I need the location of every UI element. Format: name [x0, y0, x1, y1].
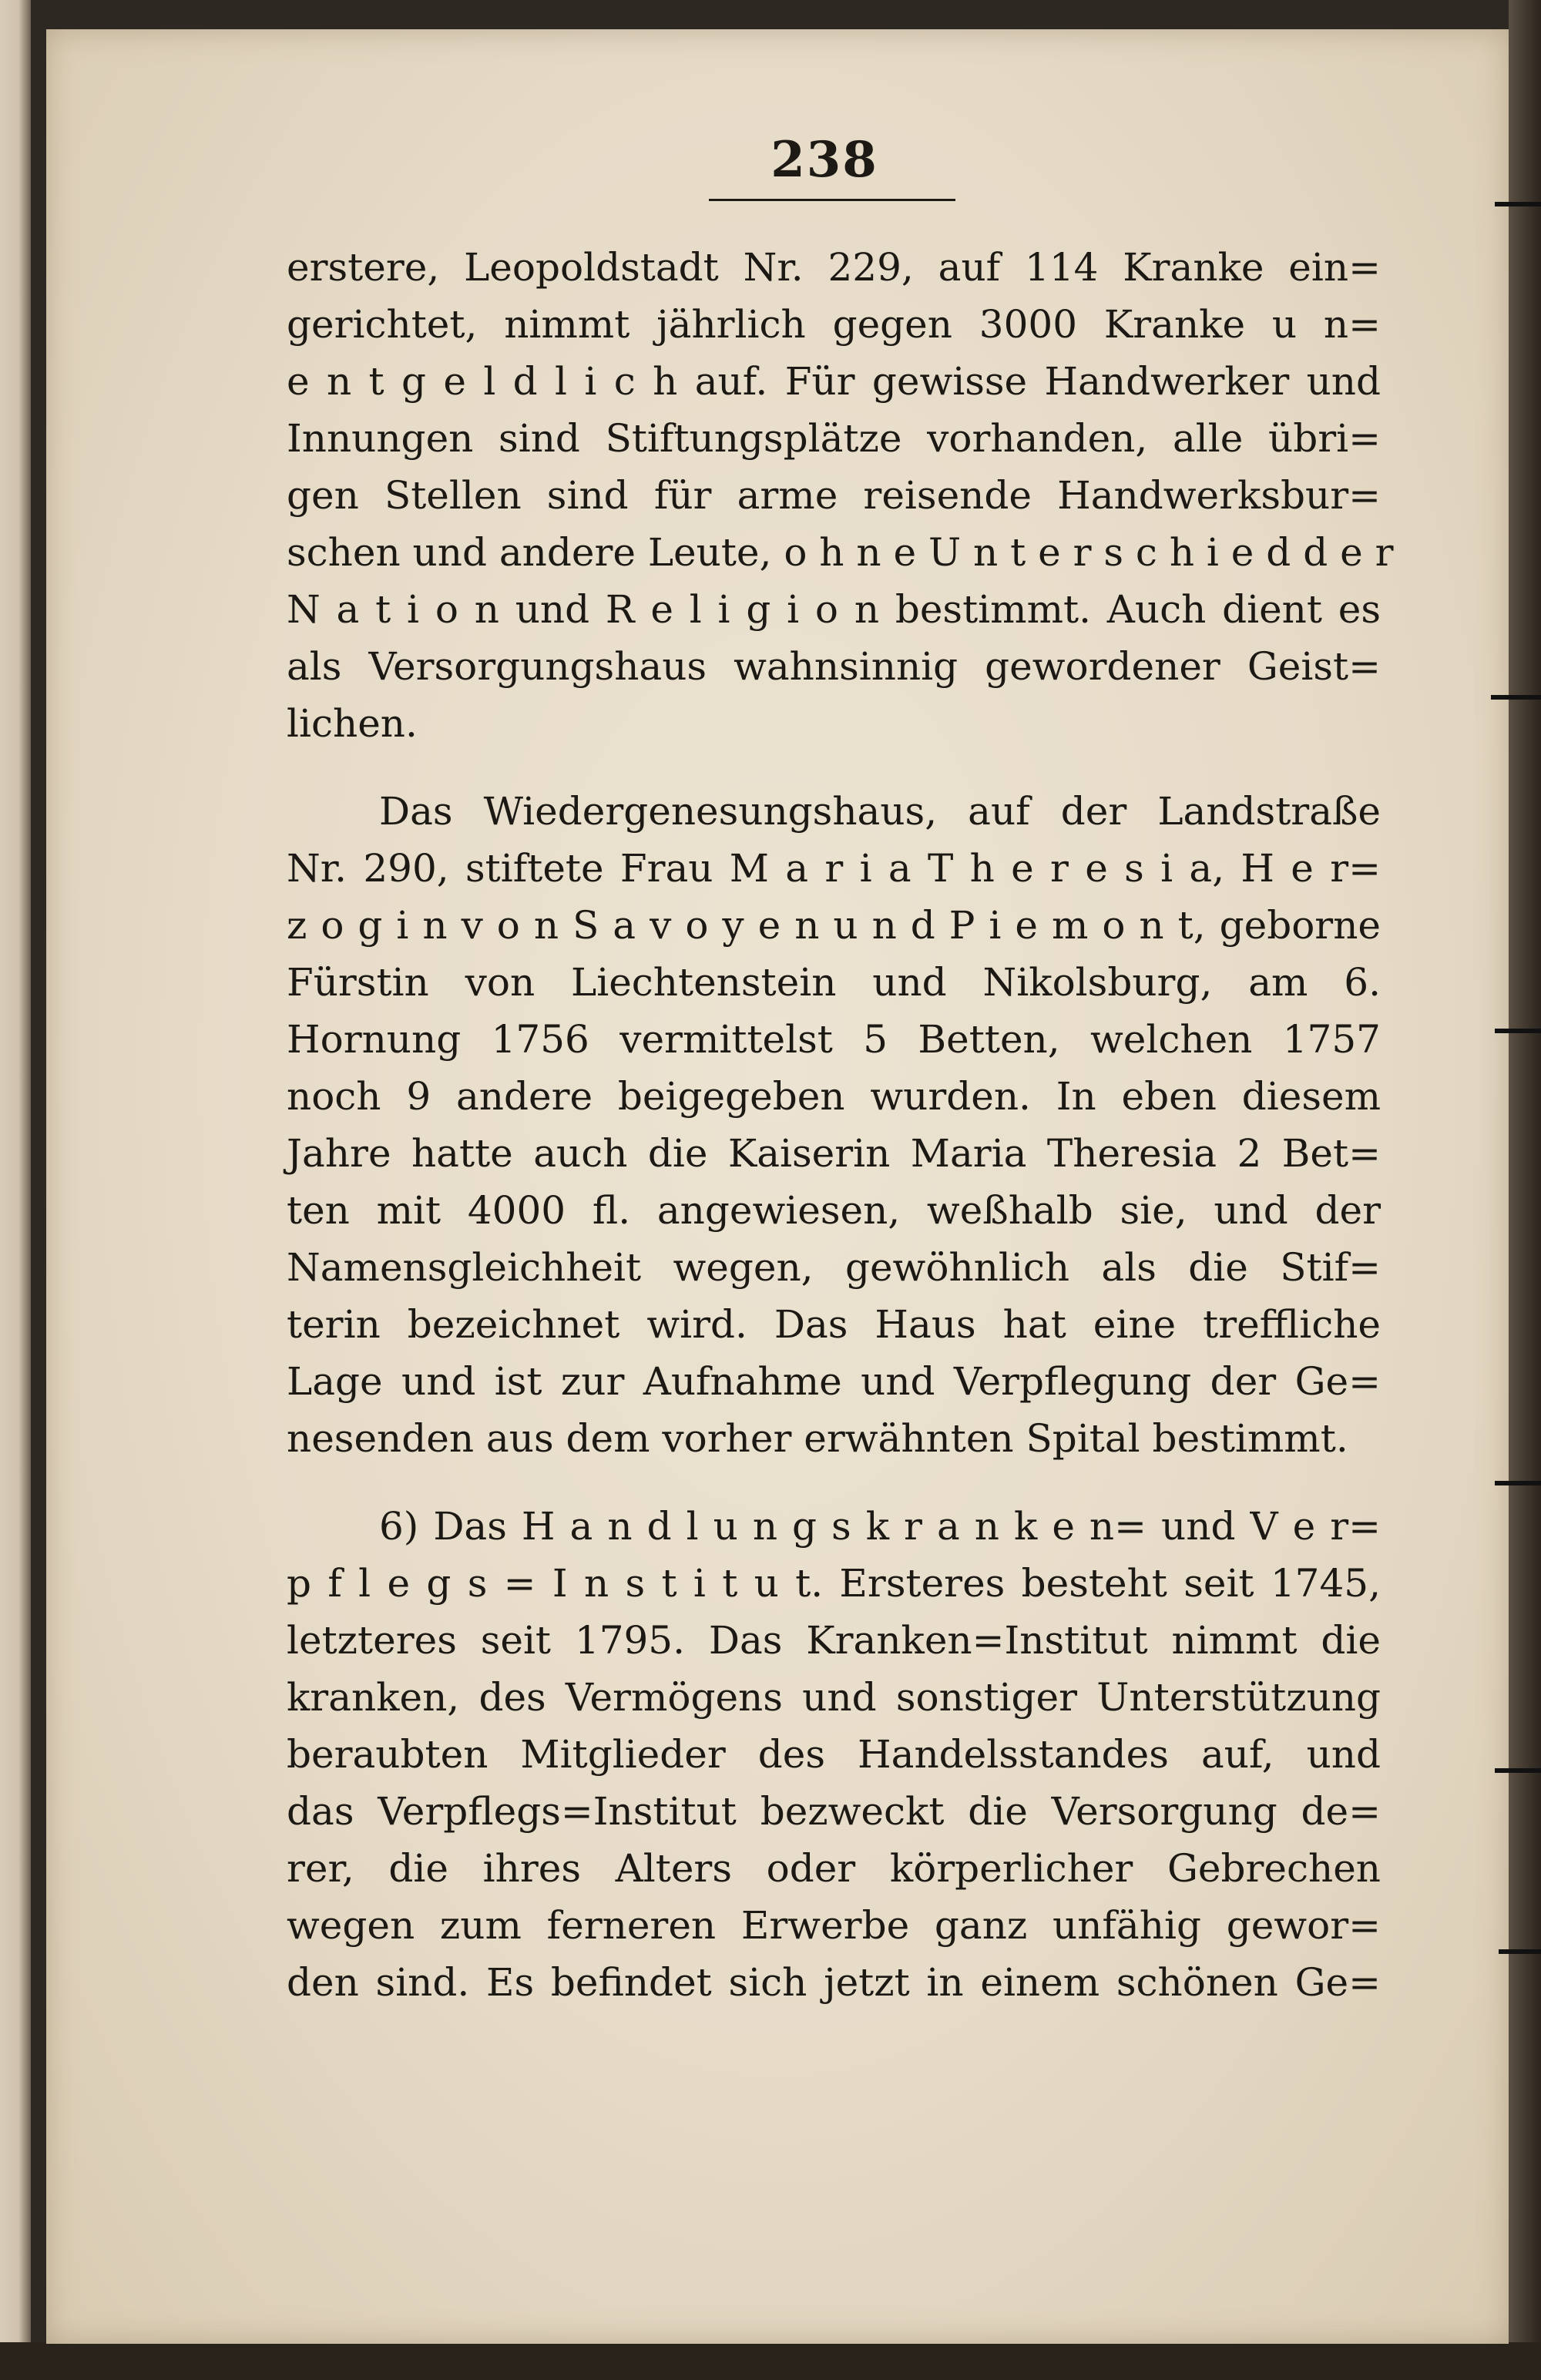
paragraph-gap: [287, 752, 1381, 783]
text-line: das Verpflegs=Institut bezweckt die Versorgung de=: [287, 1789, 1381, 1834]
text-line: rer, die ihres Alters oder körperlicher Gebrechen: [287, 1846, 1381, 1891]
text-line: z o g i n v o n S a v o y e n u n d P i e m o n t, geborne: [287, 903, 1381, 948]
text-line: Namensgleichheit wegen, gewöhnlich als die Stif=: [287, 1245, 1381, 1290]
paragraph: [287, 1498, 1381, 2011]
text-line: wegen zum ferneren Erwerbe ganz unfähig gewor=: [287, 1903, 1381, 1948]
text-line: den sind. Es befindet sich jetzt in einem schönen Ge=: [287, 1960, 1381, 2005]
edge-tab-mark: [1495, 202, 1541, 206]
binding-edge: [1509, 0, 1541, 2380]
text-line: Hornung 1756 vermittelst 5 Betten, welchen 1757: [287, 1017, 1381, 1062]
text-line: als Versorgungshaus wahnsinnig gewordener Geist=: [287, 644, 1381, 689]
text-line: e n t g e l d l i c h auf. Für gewisse Handwerker und: [287, 359, 1381, 404]
text-line: nesenden aus dem vorher erwähnten Spital bestimmt.: [287, 1416, 1348, 1461]
page-number: 238: [770, 131, 878, 189]
text-line: noch 9 andere beigegeben wurden. In eben diesem: [287, 1074, 1381, 1119]
body-text: [287, 239, 1394, 2011]
bottom-edge: [0, 2342, 1541, 2380]
edge-tab-mark: [1491, 695, 1541, 700]
text-line: 6) Das H a n d l u n g s k r a n k e n= und V e r=: [379, 1504, 1381, 1549]
paragraph-gap: [287, 1467, 1381, 1498]
text-line: Fürstin von Liechtenstein und Nikolsburg, am 6.: [287, 960, 1381, 1005]
text-line: beraubten Mitglieder des Handelsstandes auf, und: [287, 1732, 1381, 1777]
text-line: gerichtet, nimmt jährlich gegen 3000 Kranke u n=: [287, 302, 1381, 347]
text-line: kranken, des Vermögens und sonstiger Unterstützung: [287, 1675, 1381, 1720]
header-rule: [709, 199, 955, 201]
paragraph: [287, 239, 1394, 752]
text-line: Jahre hatte auch die Kaiserin Maria Theresia 2 Bet=: [287, 1131, 1381, 1176]
edge-tab-mark: [1495, 1768, 1541, 1773]
text-line: terin bezeichnet wird. Das Haus hat eine treffliche: [287, 1302, 1381, 1347]
text-line: Das Wiedergenesungshaus, auf der Landstraße: [379, 789, 1381, 834]
text-line: Innungen sind Stiftungsplätze vorhanden, alle übri=: [287, 416, 1381, 461]
edge-tab-mark: [1495, 1481, 1541, 1485]
paragraph: [287, 783, 1381, 1467]
text-line: p f l e g s = I n s t i t u t. Ersteres besteht seit 1745,: [287, 1561, 1381, 1606]
text-line: letzteres seit 1795. Das Kranken=Institut nimmt die: [287, 1618, 1381, 1663]
text-line: N a t i o n und R e l i g i o n bestimmt. Auch dient es: [287, 587, 1381, 632]
text-line: Lage und ist zur Aufnahme und Verpflegung der Ge=: [287, 1359, 1381, 1404]
edge-tab-mark: [1499, 1949, 1541, 1954]
text-line: lichen.: [287, 701, 418, 746]
edge-tab-mark: [1495, 1029, 1541, 1033]
text-line: Nr. 290, stiftete Frau M a r i a T h e r e s i a, H e r=: [287, 846, 1381, 891]
text-line: schen und andere Leute, o h n e U n t e r s c h i e d d e r: [287, 530, 1394, 575]
text-line: ten mit 4000 fl. angewiesen, weßhalb sie, und der: [287, 1188, 1381, 1233]
text-line: gen Stellen sind für arme reisende Handwerksbur=: [287, 473, 1381, 518]
facing-page-edge: [0, 0, 31, 2380]
text-line: erstere, Leopoldstadt Nr. 229, auf 114 Kranke ein=: [287, 245, 1381, 290]
